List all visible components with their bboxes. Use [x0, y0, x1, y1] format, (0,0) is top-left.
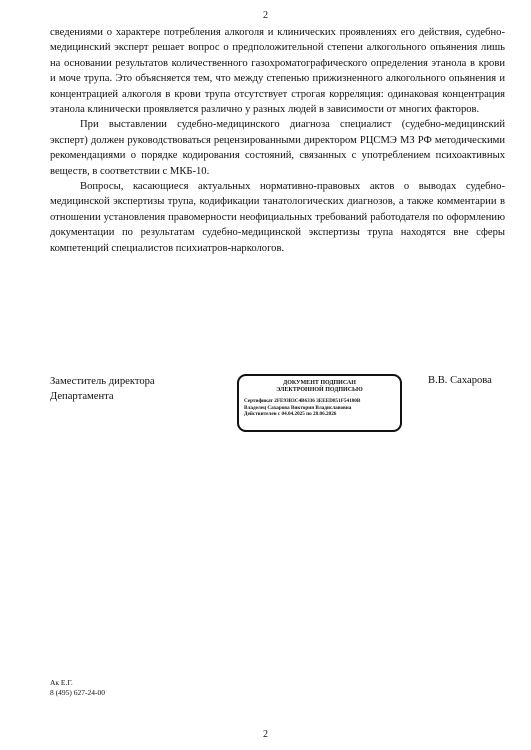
signer-position — [50, 375, 155, 404]
electronic-signature-stamp — [237, 374, 402, 432]
executor-name: Ак Е.Г. — [50, 678, 73, 687]
stamp-title-line1: ДОКУМЕНТ ПОДПИСАН — [283, 380, 356, 386]
executor-phone: 8 (495) 627-24-00 — [50, 688, 105, 697]
paragraph-1: сведениями о характере потребления алкоголя и клинических проявлениях его действия, судебно- медицинский эксперт решает вопрос о предположительной степени алкогольного опьянения лишь на основании результатов количественного газохроматографического определения этанола в крови и моче трупа. Это объясняется тем, что между степенью прижизненного алкогольного опьянения и концентрацией алкоголя в крови трупа отсутствует строгая корреляция: одинаковая концентрация этанола клинически проявляется различно у разных людей в зависимости от многих факторов. — [50, 27, 505, 116]
paragraph-2: При выставлении судебно-медицинского диагноза специалист (судебно-медицинский эксперт) должен руководствоваться рецензированными директором РЦСМЭ МЗ РФ методическими рекомендациями о порядке кодирования состояний, связанных с употреблением психоактивных веществ, в соответствии с МКБ-10. — [50, 119, 505, 177]
stamp-certificate: Сертификат 2FE93B3C4B6336 3EEED851F54180B — [244, 398, 361, 404]
signer-position-line1: Заместитель директора — [50, 376, 155, 387]
page-number-top: 2 — [263, 10, 268, 21]
page-number-bottom: 2 — [263, 729, 268, 740]
stamp-validity: Действителен с 04.04.2025 по 28.06.2026 — [244, 411, 337, 418]
paragraph-3: Вопросы, касающиеся актуальных нормативно-правовых актов о выводах судебно-медицинской экспертизы трупа, кодификации танатологических диагнозов, а также комментарии в отношении установления правомерности неофициальных требований работодателя по оформлению документации по результатам судебно-медицинской экспертизы трупа находятся вне сферы компетенций специалистов психиатров-наркологов. — [50, 181, 505, 254]
letter-body — [50, 25, 505, 256]
stamp-title-line2: ЭЛЕКТРОННОЙ ПОДПИСЬЮ — [276, 387, 363, 393]
executor-info — [50, 678, 105, 698]
signer-name: В.В. Сахарова — [428, 375, 492, 386]
stamp-details — [244, 398, 395, 418]
signer-position-line2: Департамента — [50, 390, 114, 402]
stamp-owner: Владелец Сахарова Виктория Владиславовна — [244, 404, 352, 411]
